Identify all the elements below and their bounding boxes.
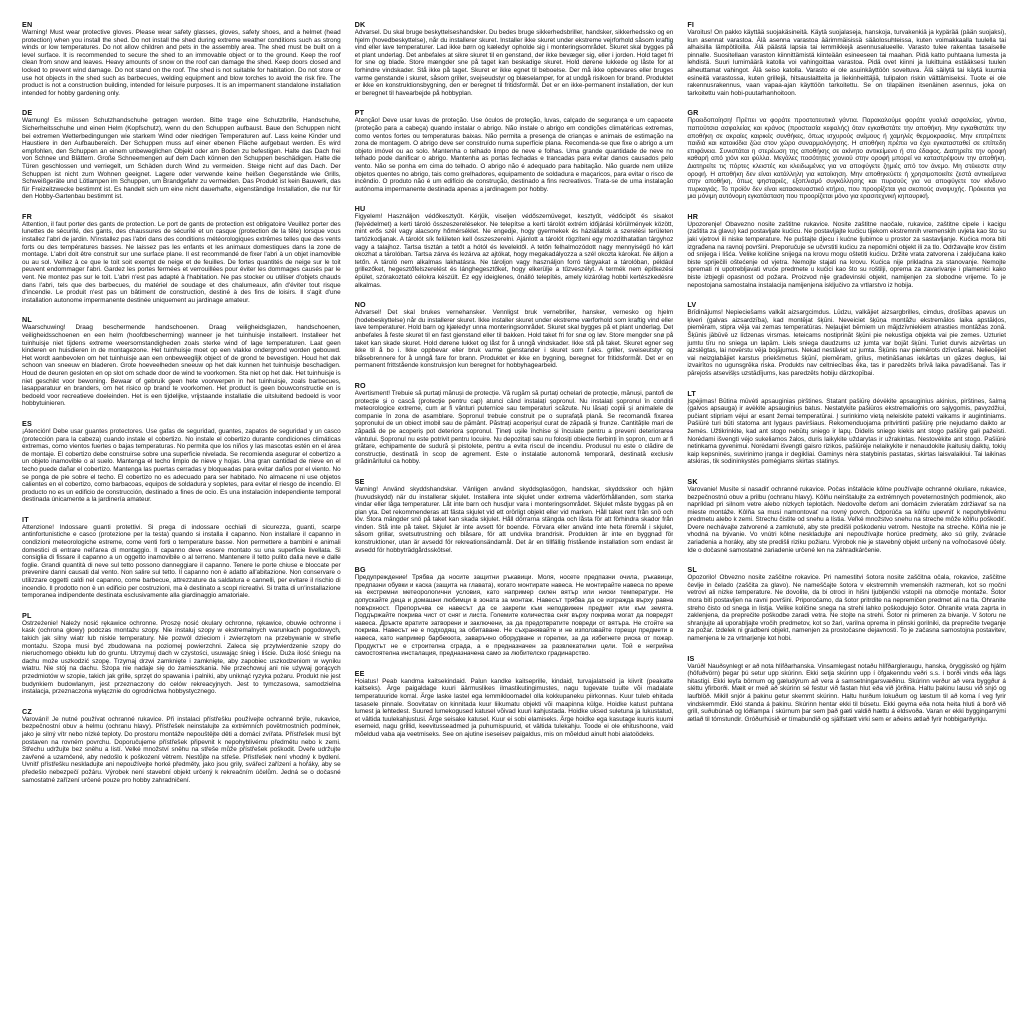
language-section — [22, 315, 341, 408]
warning-text: Waarschuwing! Draag beschermende handschoenen. Draag veiligheidsglazen, handschoenen, veiligheidsschoenen en een helm (hoofdbescherming) wanneer je het tuinhuisje installeert. Installeer het tuinhuisje niet tijdens extreme weersomstandigheden zoals sterke wind of lage temperaturen. Laat geen kinderen en huisdieren in de montagezone. Het tuinhuisje moet op een vlakke ondergrond worden gebouwd. Het wordt aanbevolen om het tuinhuisje aan een onbeweeglijk object of de grond te bevestigen. Houd het dak schoon van sneeuw en bladeren. Grote hoeveelheden sneeuw op het dak kunnen het tuinhuisje beschadigen. Houd de deuren gesloten en op slot om schade door de wind te voorkomen. Sta niet op het dak. Het tuinhuisje is niet geschikt voor bewoning. Bewaar of gebruik geen hete voorwerpen in het tuinhuisje, zoals barbecues, lasapparatuur en branders, om het risico op brand te voorkomen. Het product is geen bouwconstructie en is bedoeld voor recreatieve doeleinden. Het is een tijdelijke, vrijstaande installatie die uitsluitend bedoeld is voor hobbytuinieren. — [22, 324, 341, 408]
language-section — [355, 477, 674, 554]
language-code: SK — [687, 476, 698, 486]
warning-text: Warnung! Es müssen Schutzhandschuhe getragen werden. Bitte trage eine Schutzbrille, Handschuhe, Sicherheitsschuhe und einen Helm (Kopfschutz), wenn du den Schuppen aufbaust. Baue den Schuppen nicht bei extremen Wetterbedingungen wie starkem Wind oder niedrigen Temperaturen auf. Lass keine Kinder und Haustiere in den Aufbaubereich. Der Schuppen muss auf einer ebenen Fläche aufgebaut werden. Es wird empfohlen, den Schuppen an einem unbeweglichen Objekt oder am Boden zu befestigen. Halte das Dach frei von Schnee und Blättern. Große Schneemengen auf dem Dach können den Schuppen beschädigen. Halte die Türen geschlossen und verriegelt, um Schäden durch Wind zu vermeiden. Steige nicht auf das Dach. Der Schuppen ist nicht zum Wohnen geeignet. Lagere oder verwende keine heißen Gegenstände wie Grills, Schweißgeräte und Lötlampen im Schuppen, um Brandgefahr zu vermeiden. Das Produkt ist kein Bauwerk, das für Freizeitzwecke bestimmt ist. Es handelt sich um eine nicht dauerhafte, eigenständige Installation, die nur für den Hobby-Gartenbau bestimmt ist. — [22, 117, 341, 201]
language-code: DE — [22, 108, 33, 118]
language-section — [687, 477, 1006, 554]
language-section — [22, 707, 341, 784]
column-right — [687, 20, 1006, 1014]
language-code: SE — [354, 476, 365, 486]
language-code: LV — [687, 300, 697, 310]
column-left — [22, 20, 341, 1014]
language-section — [22, 419, 341, 504]
warning-text: Upozorenje! Obavezno nosite zaštitne rukavice. Nosite zaštitne naočale, rukavice, zaštitne cipele i kacigu (zaštita za glavu) kad postavljate kućicu. Ne postavljajte kućicu tijekom ekstremnih vremenskih uvjeta kao što su jaki vjetrovi ili niske temperature. Ne puštajte djecu i kućne ljubimce u prostor za sastavljanje. Kućica mora biti izgrađena na ravnoj površini. Preporučuje se učvrstiti kućicu za nepomični objekt ili za tlo. Održavajte krov čistim od snijega i lišća. Velike količine snijega na krovu mogu oštetiti kućicu. Držite vrata zatvorena i zaključana kako biste spriječili oštećenje od vjetra. Nemojte stajati na krovu. Kućica nije prikladna za stanovanje. Nemojte spremati ni upotrebljavati vruće predmete u kućici kao što su roštilji, oprema za zavarivanje i plamenici kako biste izbjegli opasnost od požara. Proizvod nije građevinski objekt, namijenjen za slobodne vrijeme. To je nepostojana samostalna instalacija namijenjena isključivo za vrtlarstvo iz hobija. — [687, 220, 1006, 289]
language-code: PT — [354, 108, 365, 118]
warning-text: Brīdinājums! Nepieciešams valkāt aizsargcimdus. Lūdzu, valkājiet aizsargbrilles, cimdus, drošības apavus un ķiveri (galvas aizsardzība), kad montējat šķūni. Neveiciet šķūņa montāžu ekstremālos laika apstākļos, piemēram, stipra vēja vai zemas temperatūras. Neļaujiet bērniem un mājdzīvniekiem atrasties montāžas zonā. Šķūnis jābūvē uz līdzenas virsmas. Ieteicams nostiprināt šķūni pie nekustīga objekta vai pie zemes. Uzturiet jumtu tīru no sniega un lapām. Liels sniega daudzums uz jumta var bojāt šķūni. Turiet durvis aizvērtas un aizslēgtas, lai novērstu vēja bojājumus. Nekad nestāviet uz jumta. Šķūnis nav piemērots dzīvošanai. Neliecējiet vai neizglabājiet karstus priekšmetus šķūnī, piemēram, grilus, metināšanas iekārtas un gāzes deglus, lai izvairītos no ugunsgrēka riska. Produkts nav celtniecības ēka, tas ir paredzēts brīvā laika pavadīšanai. Tas ir pārejošs atsevišķs uzstādījums, kas paredzēts hobiju dārzkopībai. — [687, 309, 1006, 377]
language-section — [355, 381, 674, 466]
language-section — [355, 565, 674, 658]
language-section — [687, 654, 1006, 724]
language-code: EN — [22, 20, 33, 29]
language-code: ES — [22, 418, 32, 428]
warning-text: Atenção! Deve usar luvas de proteção. Use óculos de proteção, luvas, calçado de segurança e um capacete (proteção para a cabeça) quando instalar o abrigo. Não instale o abrigo em condições climatéricas extremas, como ventos fortes ou temperaturas baixas. Não permita a presença de crianças e animais de estimação na zona de montagem. O abrigo deve ser construído numa superfície plana. Recomenda-se que fixe o abrigo a um objeto imóvel ou ao solo. Mantenha o telhado limpo de neve e folhas. Uma grande quantidade de neve no telhado pode danificar o abrigo. Mantenha as portas fechadas e trancadas para evitar danos causados pelo vento. Não se ponha em cima do telhado. O abrigo não é adequado para habitação. Não guarde nem utilize objetos quentes no abrigo, tais como grelhadores, equipamento de soldadura e maçaricos, para evitar o risco de incêndio. O produto não é um edifício de construção, destinado a fins recreativos. Trata-se de uma instalação autónoma impermanente destinada apenas a jardinagem por hobby. — [354, 117, 674, 193]
warning-text: Advarsel. Du skal bruge beskyttelseshandsker. Du bedes bruge sikkerhedsbriller, handsker, sikkerhedssko og en hjelm (hovedbeskyttelse), når du installerer skuret. Installer ikke skuret under ekstreme vejrforhold såsom kraftig vind eller lave temperaturer. Lad ikke børn og kæledyr opholde sig i monteringsområdet. Skuret skal bygges på et plant underlag. Det anbefales at sikre skuret til en genstand, der ikke bevæger sig, eller i jorden. Hold taget fri for sne og blade. Store mængder sne på taget kan beskadige skuret. Hold dørene lukkede og låste for at forhindre vindskader. Stå ikke på taget. Skuret er ikke egnet til beboelse. Der må ikke opbevares eller bruges varme genstande i skuret, såsom griller, svejseudstyr og blæselamper, for at undgå risikoen for brand. Produktet er ikke en konstruktionsbygning, den er beregnet til fritidsformål. Det er en ikke-permanent installation, der kun er beregnet til havearbejde på hobbyplan. — [354, 29, 674, 97]
warning-text: Attenzione! Indossare guanti protettivi. Si prega di indossare occhiali di sicurezza, guanti, scarpe antinfortunistiche e casco (protezione per la testa) quando si installa il capanno. Non installare il capanno in condizioni meteorologiche estreme, come venti forti o temperature basse. Non permettere a bambini e animali domestici di entrare nell'area di montaggio. Il capanno deve essere montato su una superficie livellata. Si consiglia di fissare il capanno a un oggetto inamovibile o al terreno. Mantenere il tetto pulito dalla neve e dalle foglie. Grandi quantità di neve sul tetto possono danneggiare il capanno. Tenere le porte chiuse e bloccate per prevenire danni causati dal vento. Non salire sul tetto. Il capanno non è adatto all'abitazione. Non conservare o utilizzare oggetti caldi nel capanno, come barbecue, attrezzature da saldatura e cannelli, per evitare il rischio di incendio. Il prodotto non è un edificio per costruzioni, ma è destinato a scopi ricreativi. Si tratta di un'installazione temporanea indipendente destinata esclusivamente alla giardinaggio amatoriale. — [22, 523, 341, 600]
language-section — [687, 389, 1006, 466]
language-section — [22, 611, 341, 696]
warning-text: Ostrzeżenie! Należy nosić rękawice ochronne. Proszę nosić okulary ochronne, rękawice, obuwie ochronne i kask (ochrona głowy) podczas montażu szopy. Nie instaluj szopy w ekstremalnych warunkach pogodowych, takich jak silny wiatr lub niskie temperatury. Nie pozwól dzieciom i zwierzętom na przebywanie w strefie montażu. Szopa musi być zbudowana na poziomej powierzchni. Zaleca się przytwierdzenie szopy do nieruchomego obiektu lub do gruntu. Utrzymuj dach w czystości, usuwając śnieg i liście. Duża ilość śniegu na dachu może uszkodzić szopę. Trzymaj drzwi zamknięte i zamknięte, aby zapobiec uszkodzeniom w wyniku wiatru. Nie stój na dachu. Szopa nie nadaje się do zamieszkania. Nie przechowuj ani nie używaj gorących przedmiotów w szopie, takich jak grille, sprzęt do spawania i palniki, aby uniknąć ryzyka pożaru. Produkt nie jest budynkiem budowlanym, jest przeznaczony do celów rekreacyjnych. Jest to tymczasowa, samodzielna instalacja, przeznaczona wyłącznie do ogrodnictwa hobbystycznego. — [22, 619, 341, 696]
warning-text: Προειδοποίηση! Πρέπει να φοράτε προστατευτικά γάντια. Παρακαλούμε φοράτε γυαλιά ασφαλείας, γάντια, παπούτσια ασφαλείας και κράνος (προστασία κεφαλής) όταν εγκαθιστάτε την αποθήκη. Μην εγκαθιστάτε την αποθήκη σε ακραίες καιρικές συνθήκες, όπως ισχυρούς ανέμους ή χαμηλές θερμοκρασίες. Μην επιτρέπετε παιδιά και κατοικίδια ζώα στον χώρο συναρμολόγησης. Η αποθήκη πρέπει να έχει εγκατασταθεί σε επίπεδη επιφάνεια. Συνιστάται η στερέωση της αποθήκης σε ακίνητο αντικείμενο ή στο έδαφος. Διατηρείτε την οροφή καθαρή από χιόνι και φύλλα. Μεγάλες ποσότητες χιονιού στην οροφή μπορεί να καταστρέψουν την αποθήκη. Διατηρείτε τις πόρτες κλειστές και κλειδωμένες για να αποφύγετε ζημιές από τον άνεμο. Μη στέκεστε στην οροφή. Η αποθήκη δεν είναι κατάλληλη για κατοίκηση. Μην αποθηκεύετε ή χρησιμοποιείτε ζεστά αντικείμενα στην αποθήκη, όπως ψησταριές, εξοπλισμό συγκόλλησης και πυρσούς για να αποφύγετε τον κίνδυνο πυρκαγιάς. Το προϊόν δεν είναι κατασκευαστικό κτήριο, που προορίζεται για σκοπούς αναψυχής. Πρόκειται για μια μόνιμη αυτόνομη εγκατάσταση που προορίζεται μόνο για ερασιτεχνική κηπουρική. — [687, 117, 1006, 201]
language-section — [22, 515, 341, 600]
language-code: LT — [687, 388, 696, 398]
language-section — [687, 300, 1006, 377]
warning-text: Attention, il faut porter des gants de protection. Le port de gants de protection est obligatoire Veuillez porter des lunettes de sécurité, des gants, des chaussures de sécurité et un casque (protection de la tête) lorsque vous installez l'abri de jardin. N'installez pas l'abri dans des conditions météorologiques extrêmes telles que des vents forts ou des températures basses. Ne laissez pas les enfants et les animaux domestiques dans la zone de montage. L'abri doit être construit sur une surface plane. Il est recommandé de fixer l'abri à un objet inamovible ou au sol. Veillez à ce que le toit soit exempt de neige et de feuilles. De fortes quantités de neige sur le toit peuvent endommager l'abri. Gardez les portes fermées et verrouillées pour éviter les dommages causés par le vent. Ne montez pas sur le toit. L'abri n'est pas adapté à l'habitation. Ne pas stocker ou utiliser d'objets chauds dans l'abri, tels que des barbecues, du matériel de soudage et des chalumeaux, afin d'éviter tout risque d'incendie. Le produit n'est pas un bâtiment de construction, destiné à des fins de loisirs. Il s'agit d'une installation autonome impermanente destinée uniquement au jardinage amateur. — [22, 220, 341, 304]
warning-text: ¡Atención! Debe usar guantes protectores. Use gafas de seguridad, guantes, zapatos de seguridad y un casco (protección para la cabeza) cuando instale el cobertizo. No instale el cobertizo durante condiciones climáticas extremas, como vientos fuertes o bajas temperaturas. No permita que los niños y las mascotas estén en el área de montaje. El cobertizo debe construirse sobre una superficie nivelada. Se recomienda asegurar el cobertizo a un objeto inamovible o al suelo. Mantenga el techo limpio de nieve y hojas. Una gran cantidad de nieve en el techo puede dañar el cobertizo. Mantenga las puertas cerradas y bloqueadas para evitar daños por el viento. No se ponga de pie sobre el techo. El cobertizo no es adecuado para ser habitado. No almacene ni use objetos calientes en el cobertizo, como barbacoas, equipos de soldadura y sopletes, para evitar el riesgo de incendio. El producto no es un edificio de construcción, destinado a fines de ocio. Es una instalación independiente temporal destinada únicamente a la jardinería amateur. — [22, 427, 341, 504]
language-code: PL — [22, 610, 32, 620]
language-section — [355, 300, 674, 370]
language-section — [22, 108, 341, 201]
language-code: HU — [354, 204, 366, 214]
language-code: RO — [354, 380, 366, 390]
language-section — [22, 212, 341, 305]
language-code: DK — [354, 20, 366, 29]
warning-text: Warning! Must wear protective gloves. Please wear safety glasses, gloves, safety shoes, and a helmet (head protection) when you install the shed. Do not install the shed during extreme weather conditions such as strong winds or low temperatures. Do not allow children and pets in the assembly area. The shed must be built on a level surface. It is recommended to secure the shed to an immovable object or to the ground. Keep the roof clean from snow and leaves. Heavy amounts of snow on the roof can damage the shed. Keep doors closed and locked to prevent wind damage. Do not stand on the roof. The shed is not suitable for habitation. Do not store or use hot objects in the shed such as barbecues, welding equipment and blow torches to avoid the risk fire. The product is not a construction building, intended for leisure purposes. It is an impermanent standalone installation intended for hobby gardening only. — [22, 29, 341, 97]
language-code: FR — [22, 211, 32, 221]
language-section — [355, 20, 674, 97]
warning-text: Varování! Je nutné používat ochranné rukavice. Při instalaci přístřešku používejte ochranné brýle, rukavice, bezpečnostní obuv a helmu (ochranu hlavy). Přístřešek neinstalujte za extrémních povětrnostních podmínek, jako je silný vítr nebo nízké teploty. Do prostoru montáže nepouštějte děti a domácí zvířata. Přístřešek musí být postaven na rovném povrchu. Doporučujeme přístřešek připevnit k nepohyblivému předmětu nebo k zemi. Střechu udržujte bez sněhu a listí. Velké množství sněhu na střeše může přístřešek poškodit. Dveře udržujte zavřené a uzamčené, aby nedošlo k poškození větrem. Nestůjte na střeše. Přístřešek není vhodný k bydlení. Uvnitř přístřešku neskladujte ani nepoužívejte horké předměty, jako jsou grily, svářecí zařízení a hořáky, aby se předešlo nebezpečí požáru. Výrobek není stavební objekt určený k rekreačním účelům. Jedná se o dočasné samostatné zařízení určené pouze pro hobby zahradničení. — [22, 715, 341, 784]
language-section — [22, 20, 341, 97]
language-code: BG — [354, 565, 366, 575]
language-code: HR — [687, 211, 699, 221]
warning-text: Avertisment! Trebuie să purtați mănuși de protecție. Vă rugăm să purtați ochelari de protecție, mănuși, pantofi de protecție și o cască (protecție pentru cap) atunci când instalați șopronul. Nu instalați șopronul în condiții meteorologice extreme, cum ar fi vânturi puternice sau temperaturi scăzute. Nu lăsați copiii și animalele de companie în zona de asamblare. Șopronul trebuie construit pe o suprafață plană. Se recomandă fixarea șopronului de un obiect imobil sau de pământ. Păstrați acoperișul curat de zăpadă și frunze. Cantitățile mari de zăpadă de pe acoperiș pot deteriora șopronul. Țineți ușile închise și încuiate pentru a preveni deteriorarea vântului. Șopronul nu este potrivit pentru locuire. Nu depozitați sau nu folosiți obiecte fierbinți în șopron, cum ar fi grătare, echipamente de sudură și pistolete, pentru a evita riscul de incendiu. Produsul nu este o clădire de construcție, destinată în scop de agrement. Este o instalatie autonomă temporară, destinată exclusiv grădinăritului ca hobby. — [354, 389, 674, 466]
language-section — [687, 212, 1006, 289]
language-section — [355, 669, 674, 739]
warning-text: Varúð! Nauðsynlegt er að nota hlífðarhanska. Vinsamlegast notaðu hlífðargleraugu, hanska, öryggisskó og hjálm (höfuðvörn) þegar þú setur upp skúrinn. Ekki setja skúrinn upp í öfgakenndu veðri s.s. í borði vinds eða lágs hitastigi. Ekki leyfa börnum og gæludýrum að vera á samsetningarsvæðinu. Skúrinn verður að vera byggður á sléttu yfirborði. Mælt er með að skúrinn sé festur við fastan hlut eða við jörðina. Haltu þakinu lausu við snjó og laufblöð. Mikill snjór á þakinu getur skemmt skúrinn. Haltu hurðum lokuðum og læstum til að koma í veg fyrir vindskemmdir. Ekki standa á þakinu. Skúrinn hentar ekki til búsetu. Ekki geyma eða nota heita hluti á borð við grill, suðubúnað og lóðlampa í skúrnum þar sem það gæti valdið hættu á eldsvoða. Varan er ekki byggingarrými ætlað til tómstundir. Gróðurhúsið er tímabundið og sjálfstætt virki sem er aðeins ætlað fyrir hobbigarðyrkju. — [687, 662, 1006, 723]
warning-text: Varoitus! On pakko käyttää suojakäsineitä. Käytä suojalaseja, hanskoja, turvakenkiä ja kypärää (pään suojaksi), kun asennat varastoa. Älä asenna varastoa äärimmäisissä sääolosuhteissa, kuten voimakkaalla tuulella tai alhaisilla lämpötiloilla. Älä päästä lapsia tai lemmikkejä asennusalueelle. Varasto tulee rakentaa tasaiselle pinnalle. Suositellaan varaston kiinnittämistä kiinteään esineeseen tai maahan. Pidä katto puhtaana lumesta ja lehdistä. Suuri lumimäärä katolla voi vahingoittaa varastoa. Pidä ovet kiinni ja lukittuina estääksesi tuulen aiheuttamat vahingot. Älä seiso katolla. Varasto ei ole asuinkäyttöön soveltuva. Älä säilytä tai käytä kuumia esineitä varastossa, kuten grillejä, hitsauslaitteita ja liekinheittäjiä, tulipalon riskin välttämiseksi. Tuote ei ole rakennusrakennus, vaan vapaa-ajan käyttöön tarkoitettu. Se on tilapäinen itsenäinen asennus, joka on tarkoitettu vain hobi-puutarhanhoitoon. — [687, 29, 1006, 97]
language-code: SL — [687, 565, 697, 575]
language-section — [355, 204, 674, 289]
warning-text: Opozorilo! Obvezno nosite zaščitne rokavice. Pri namestitvi šotora nosite zaščitna očala, rokavice, zaščitne čevlje in čelado (zaščita za glavo). Ne nameščajte šotora v ekstremnih vremenskih razmerah, kot so močni vetrovi ali nizke temperature. Ne dovolite, da bi otroci in hišni ljubljenčki vstopili na območje montaže. Šotor mora biti postavljen na ravni površini. Priporočamo, da šotor pritrdite na nepremičen predmet ali na tla. Ohranite streho čisto od snega in listja. Velike količine snega na strehi lahko poškodujejo šotor. Ohranite vrata zaprta in zaklenjena, da preprečite poškodbe zaradi vetra. Ne stojte na strehi. Šotor ni primeren za bivanje. V šotoru ne shranjujte ali uporabljajte vročih predmetov, kot so žari, varilna oprema in plinski gorilniki, da preprečite tveganje za požar. Izdelek ni gradbeni objekt, namenjen za prostočasne dejavnosti. To je začasna samostojna postavitev, namenjena le za vrtnarjenje kot hobi. — [687, 574, 1006, 642]
language-section — [355, 108, 674, 193]
warning-text: Varning! Använd skyddshandskar. Vänligen använd skyddsglasögon, handskar, skyddsskor och hjälm (huvudskydd) när du installerar skjulet. Installera inte skjulet under extrema väderförhållanden, som starka vindar eller låga temperaturer. Låt inte barn och husdjur vara i monteringsområdet. Skjulet måste byggas på en plan yta. Det rekommenderas att fästa skjulet vid ett orörligt objekt eller vid marken. Håll taket rent från snö och löv. Stora mängder snö på taket kan skada skjulet. Håll dörrarna stängda och låsta för att förhindra skador från vinden. Stå inte på taket. Skjulet är inte avsett för boende. Förvara eller använd inte heta föremål i skjulet, såsom grillar, svetsutrustning och blåsare, för att undvika brandrisk. Produkten är inte en byggnad för konstruktioner, utan är avsedd för rekreationsändamål. Det är en tillfällig fristående installation som endast är avsedd för hobbyträdgårdsskötsel. — [354, 485, 674, 554]
warning-text: Įspėjimas! Būtina mūvėti apsauginias pirštines. Statant pašiūrę dėvėkite apsauginius akinius, pirštines, šalmą (galvos apsauga) ir avėkite apsauginius batus. Nestatykite pašiūros ekstremaliomis oro sąlygomis, pavyzdžiui, pučiant stipriam vėjui ar esant žemai temperatūrai. Į surinkimo vietą neleiskite patekti vaikams ir augintiniams. Pašiūrė turi būti statoma ant lygaus paviršiaus. Rekomenduojama pritvirtinti pašiūrę prie nejudamo daikto ar žemės. Užtikrinkite, kad ant stogo nebūtų sniego ir lapų. Didelis sniego kiekis ant stogo pašiūrę gali pažeisti. Norėdami išvengti vėjo sukeliamos žalos, duris laikykite uždarytas ir užrakintas. Nestovėkite ant stogo. Pašiūrė netinkama gyvenimui. Norėdami išvengti gaisro rizikos, pašiūrėje nelaikykite ir nenaudokite įkaitusių daiktų, tokių kaip kepsninės, suvirinimo įranga ir degikliai. Gaminys nėra statybinis pastatas, skirtas laisvalaikiui. Tai laikinas atskiras, tik sodininkystės pomėgiams skirtas statinys. — [687, 397, 1006, 466]
language-code: FI — [687, 20, 695, 29]
warning-text: Hoiatus! Peab kandma kaitsekindaid. Palun kandke kaitseprille, kindaid, turvajalatseid ja kiivrit (peakatte kaitseks). Ärge paigaldage kuuri äärmuslikes ilmastikutingimustes, nagu tugevate tuulte või madalate temperatuuride korral. Ärge laske lastel ega lemmikloomadel olla kokkupaneku piirkonnas. Kuur tuleb ehitada tasasele pinnale. Soovitatav on kinnitada kuur liikumatu objekti või maapinna külge. Hoidke katust puhtana lumest ja lehtedest. Suured lumekogused katusel võivad kuuri kahjustada. Hoidke uksed suletuna ja lukustatud, et vältida tuulekahjustusi. Ärge seisake katusel. Kuur ei sobi elamiseks. Ärge hoidke ega kasutage kuuris kuumi esemeid, nagu grillid, keevitusseadmed ja puhumispuurid, et vältida tulekahju. Toode ei ole ehitushoone, vaid mõeldud vaba aja veetmiseks. See on ajutine iseseisev paigaldus, mis on mõeldud ainult hobi aiatoödeks. — [354, 677, 674, 738]
warning-text: Figyelem! Használjon védőkesztyűt. Kérjük, viseljen védőszemüveget, kesztyűt, védőcipőt és sisakot (fejvédelmet) a kerti tároló összeszerelésekor. Ne telepítse a kerti tárolót extrém időjárási körülmények között, mint erős szél vagy alacsony hőmérséklet. Ne engedje, hogy gyermekek és háziállatok a szerelési területen tartózkodjanak. A tárolót sík felületen kell összeszerelni. Ajánlott a tárolót rögzíteni egy mozdíthatatlan tárgyhoz vagy a talajhoz. Tartsa tisztán a tetőt a hótól és levelektől. A tetőn felhalmozódott nagy mennyiségű hó kárt okozhat a tárolóban. Tartsa zárva és lezárva az ajtókat, hogy megakadályozza a szél okozta károkat. Ne álljon a tetőn. A tároló nem alkalmas lakhatásra. Ne tároljon vagy használjon forró tárgyakat a tárolóban, például grillezőket, hegesztőfelszerelést és lánghegesztőket, hogy elkerülje a tűzveszélyt. A termék nem építkezési épület, szórakoztató célokra készült. Ez egy ideiglenes, önálló telepítés, amely kizárólag hobbi kertészkedésre alkalmas. — [354, 213, 674, 289]
language-section — [687, 20, 1006, 97]
language-code: NO — [354, 300, 366, 310]
language-code: IT — [22, 514, 29, 524]
warning-text: Varovanie! Musíte si nasadiť ochranné rukavice. Počas inštalácie kôlne používajte ochranné okuliare, rukavice, bezpečnostnú obuv a prilbu (ochranu hlavy). Kôlňu neinštalujte za extrémnych poveternostných podmienok, ako napríklad pri silnom vetre alebo nízkych teplotách. Nedovoľte deťom ani domácim zvieratám zdržiavať sa na mieste montáže. Kôlňa sa musí namontovať na rovný povrch. Odporúča sa kôlňu upevniť k nepohyblivému predmetu alebo k zemi. Strechu čistite od snehu a lístia. Veľké množstvo snehu na streche môže kôlňu poškodiť. Dvere nechávajte zatvorené a zamknuté, aby ste predišli poškodeniu vetrom. Nestojte na streche. Kôlňa nie je vhodná na bývanie. Vo vnútri kôlne neskladujte ani nepoužívajte horúce predmety, ako sú grily, zváracie zariadenia a horáky, aby ste predišli riziku požiaru. Výrobok nie je stavebný objekt určený na voľnočasové účely. Ide o dočasné samostatné zariadenie určené len na záhradkárčenie. — [687, 485, 1006, 554]
warning-text: Advarsel! Det skal brukes vernehansker. Vennligst bruk vernebriller, hansker, vernesko og hjelm (hodebeskyttelse) når du installerer skuret. Ikke installer skuret under ekstreme værforhold som kraftig vind eller lave temperaturer. Hold barn og kjæledyr unna monteringsområdet. Skuret skal bygges på et plant underlag. Det anbefales å feste skuret til en fast gjenstand eller til bakken. Hold taket fri for snø og løv. Store mengder snø på taket kan skade skuret. Hold dørene lukket og låst for å unngå vindskader. Ikke stå på taket. Skuret egner seg ikke til å bo i. Ikke oppbevar eller bruk varme gjenstander i skuret som f.eks. griller, sveiseutstyr og blåsebrennere for å unngå fare for brann. Produktet er ikke en bygning, beregnet for fritidsformål. Det er en permanent frittstående konstruksjon kun beregnet for hobbyhagearbeid. — [354, 309, 674, 370]
language-code: NL — [22, 315, 32, 325]
language-code: IS — [687, 653, 695, 663]
warning-text: Предупреждение! Трябва да носите защитни ръкавици. Моля, носете предпазни очила, ръкавици, предпазни обувки и каска (защита на главата), когато монтирате навеса. Не монтирайте навеса по време на екстремни метеорологични условия, като например силен вятър или ниски температури. Не допускайте деца и домашни любимци в зоната за монтаж. Навесът трябва да се изгражда върху равна повърхност. Препоръчва се навесът да се закрепи към неподвижен предмет или към земята. Поддържайте покрива чист от сняг и листа. Големите количества сняг върху покрива могат да повредят навеса. Дръжте вратите затворени и заключени, за да предотвратите повреди от вятъра. Не стойте на покрива. Навесът не е подходящ за обитаване. Не съхранявайте и не използвайте горещи предмети в навеса, като например барбекюта, заваръчно оборудване и горелки, за да избегнете риска от пожар. Продуктът не е строителна сграда, а е предназначен за развлекателни цели. Той е негрийна самостоятелна инсталация, предназначена само за любителско градинарство. — [354, 574, 674, 658]
language-section — [687, 565, 1006, 642]
language-code: CZ — [22, 706, 32, 716]
language-code: GR — [687, 108, 699, 118]
language-code: EE — [354, 668, 365, 678]
language-section — [687, 108, 1006, 201]
column-middle — [355, 20, 674, 1014]
